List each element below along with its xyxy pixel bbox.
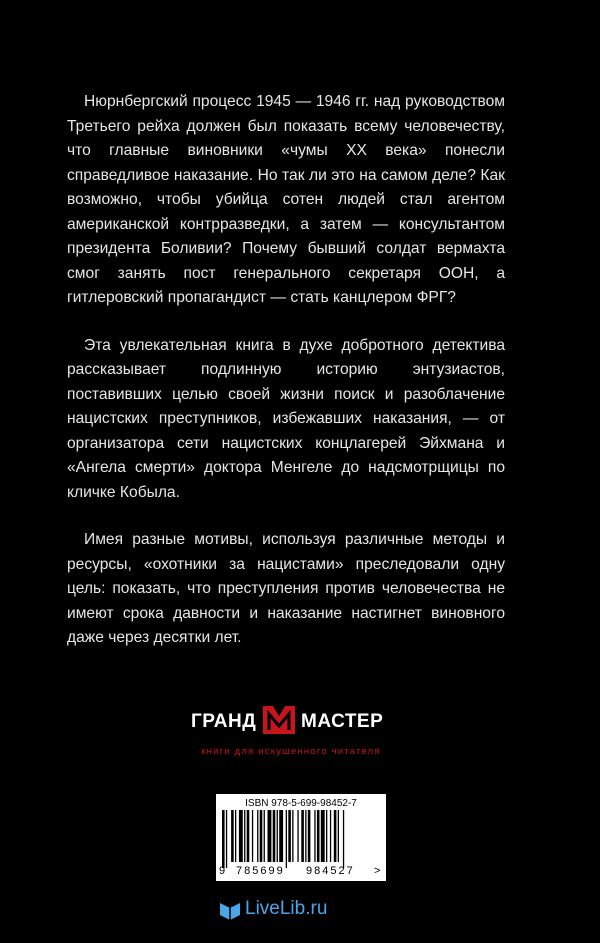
barcode-bar <box>239 810 243 862</box>
ean-right-digits: 984527 <box>306 865 355 877</box>
ean-digits <box>216 865 386 879</box>
barcode-bar <box>222 810 225 868</box>
barcode-bar <box>277 810 278 862</box>
isbn-barcode <box>216 794 386 881</box>
barcode-bar <box>330 810 331 862</box>
barcode-bar <box>279 810 283 862</box>
livelib-label: LiveLib.ru <box>245 898 328 919</box>
crown-m-icon <box>261 702 297 736</box>
blurb-paragraph-1: Нюрнбергский процесс 1945 — 1946 гг. над руководством Третьего рейха должен был показать всему человечеству, что главные виновники «чумы XX века» понесли справедливое наказание. Но так ли это на самом деле? Как возможно, чтобы убийца сотен людей стал агентом американской контрразведки, а затем — консультантом президента Боливии? Почему бывший солдат вермахта смог занять пост генерального секретаря ООН, а гитлеровский пропагандист — стать канцлером ФРГ? <box>67 93 505 306</box>
barcode-bar <box>301 810 304 862</box>
barcode-bar <box>257 810 258 862</box>
blurb-paragraph-2: Эта увлекательная книга в духе добротного детектива рассказывает подлинную историю энтузиастов, поставивших целью своей жизни поиск и разоблачение нацистских преступников, избежавших наказания, — от организатора сети нацистских концлагерей Эйхмана и «Ангела смерти» доктора Менгеле до надсмотрщицы по кличке Кобыла. <box>67 336 505 501</box>
barcode-bar <box>314 810 315 862</box>
barcode-bar <box>334 810 337 862</box>
barcode-bar <box>321 810 325 862</box>
barcode-bar <box>247 810 250 862</box>
ean-first-digit: 9 <box>219 865 226 877</box>
back-cover-blurb <box>67 90 505 674</box>
barcode-bar <box>260 810 263 862</box>
publisher-logo <box>191 702 391 762</box>
logo-right-word: МАСТЕР <box>301 711 384 732</box>
livelib-badge <box>218 895 378 923</box>
barcode-bar <box>338 810 339 862</box>
barcode-bar <box>317 810 320 862</box>
logo-left-word: ГРАНД <box>191 711 257 732</box>
ean-quiet-mark: > <box>374 865 381 877</box>
barcode-bar <box>305 810 306 862</box>
barcode-bar <box>235 810 236 862</box>
barcode-bar <box>288 810 291 862</box>
barcode-bar <box>326 810 327 862</box>
barcode-bar <box>231 810 234 862</box>
logo-tagline: книги для искушенного читателя <box>201 746 381 757</box>
isbn-text: ISBN 978-5-699-98452-7 <box>245 798 357 809</box>
barcode-bars <box>222 810 380 868</box>
barcode-bar <box>308 810 311 862</box>
barcode-bar <box>226 810 227 868</box>
ean-left-digits: 785699 <box>236 865 285 877</box>
blurb-paragraph-3: Имея разные мотивы, используя различные методы и ресурсы, «охотники за нацистами» преследовали одну цель: показать, что преступления против человечества не имеют срока давности и наказание настигнет виновного даже через десятки лет. <box>67 531 505 646</box>
barcode-bar <box>252 810 253 862</box>
barcode-bar <box>297 810 298 862</box>
barcode-bar <box>292 810 293 862</box>
barcode-bar <box>286 810 287 868</box>
barcode-bar <box>273 810 276 862</box>
barcode-bar <box>264 810 265 862</box>
barcode-bar <box>343 810 344 868</box>
book-icon <box>218 897 242 921</box>
barcode-bar <box>268 810 272 862</box>
barcode-bar <box>244 810 245 862</box>
